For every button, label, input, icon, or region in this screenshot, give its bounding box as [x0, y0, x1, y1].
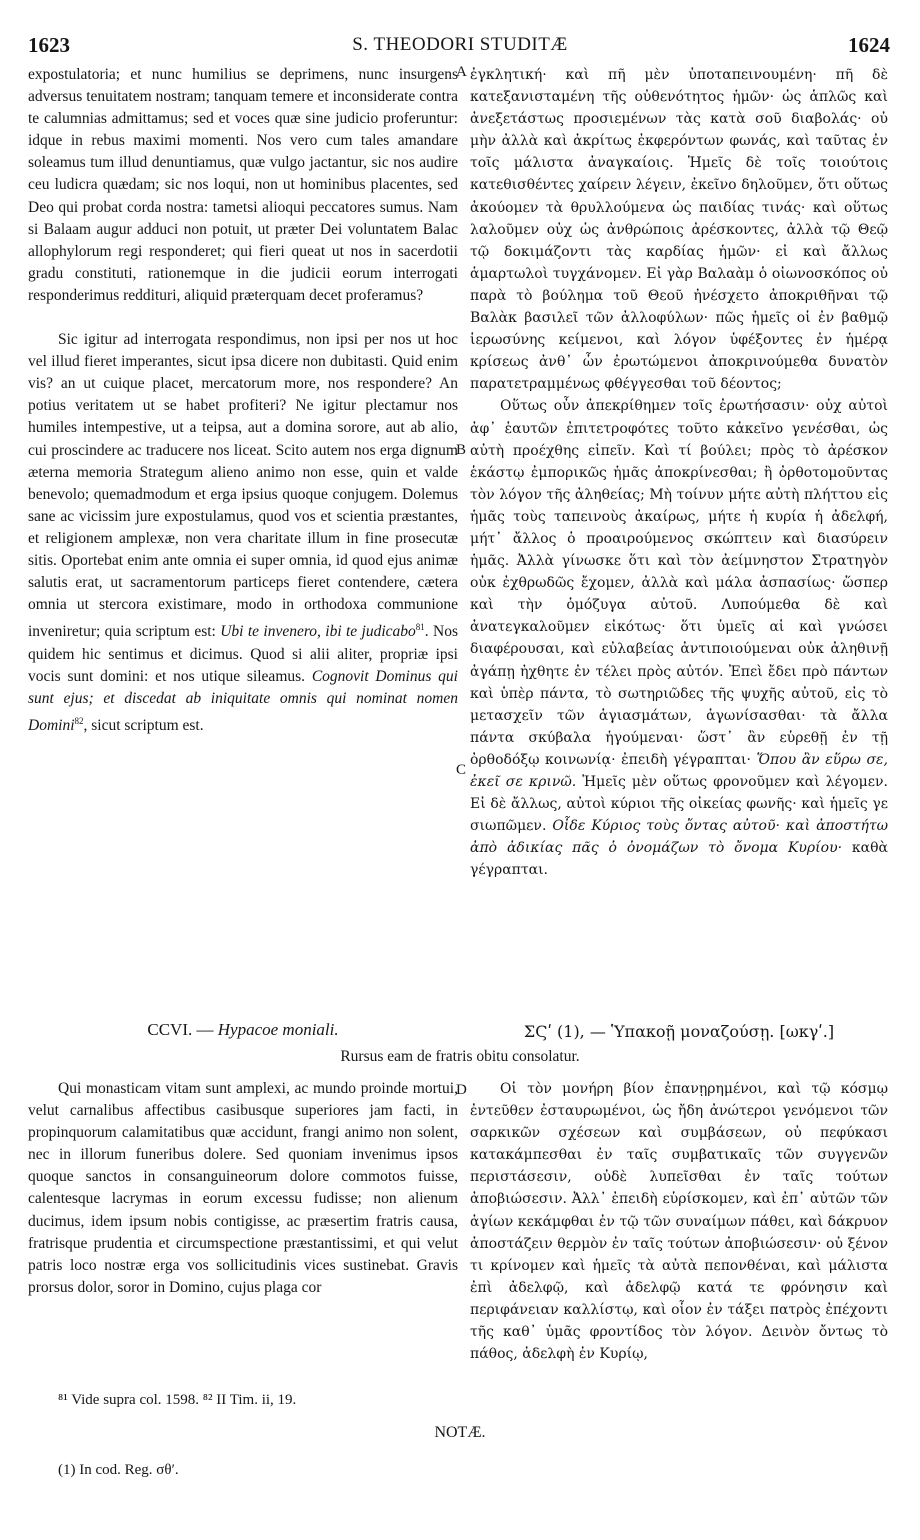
footnote-line: ⁸¹ Vide supra col. 1598. ⁸² II Tim. ii, 19.	[58, 1392, 297, 1408]
footnote-ref-82: 82	[74, 715, 84, 726]
footnote-ref-81: 81	[415, 622, 425, 633]
latin-paragraph-2: Sic igitur ad interrogata respondimus, non ipsi per nos ut hoc vel illud fieret imperantes, sicut ipsa dicere non dubitasti. Quid enim vis? an ut cuique placet, mercatorum more, nos respondere? An potius veritatem ut se habet profiteri? Ne igitur plectamur nos humiles intempestive, ut a teipsa, aut a domina sorore, aut ab alio, cui proscindere ac traducere nos liceat. Scito autem nos erga dignum æterna memoria Strategum alieno animo non esse, quin et valde benevolo; quemadmodum et erga ipsius quoque conjugem. Dolemus sane ac vicissim jure expostulamus, quod vos et scientia præstantes, et religionem amplexæ, non vera charitate illum in fine prosecutæ sitis. Oportebat enim ante omnia ei super omnia, id quod ejus animæ salutis erat, ut sacramentorum particeps fieret contendere, cætera omnia ut stercora existimare, modo in orthodoxa communione inveniretur; quia scriptum est: Ubi te invenero, ibi te judicabo$^{81}$. Nos quidem hic sentimus et dicimus. Quod si alii aliter, propriæ ipsi vocis sunt domini: et nos utique sileamus. Cognovit Dominus qui sunt ejus; et discedat ab iniquitate omnis qui nominat nomen Domini$^{82}$, sicut scriptum est.	[28, 331, 459, 734]
greek-letter-paragraph: Οἱ τὸν μονήρη βίον ἐπανῃρημένοι, καὶ τῷ κόσμῳ ἐντεῦθεν ἐσταυρωμένοι, ὡς ἤδη ἀνώτεροι γενόμενοι τῶν σαρκικῶν σχέσεων καὶ συμβάσεων, οὐ πεφύκασι κατακάμπεσθαι ἐν ταῖς συμβατικαῖς τῶν συγγενῶν περιστάσεσιν, οὐδὲ λυπεῖσθαι ἐν ταῖς τούτων ἀποβιώσεσιν. Ἀλλ᾽ ἐπειδὴ εὑρίσκομεν, καὶ ἐπ᾽ αὐτῶν τῶν ἁγίων κεκάμφθαι ἐν τῷ τῶν συναίμων πάθει, καὶ δάκρυον ἀποστάζειν θερμὸν ἐν ταῖς τούτων ἀποβιώσεσιν· οὐ ξένον τι κρίνομεν καὶ ἡμεῖς τὰ αὐτὰ πεπονθέναι, καὶ μάλιστα ἐπὶ ἀδελφῷ, καὶ ἀδελφῷ κατά τε φρόνησιν καὶ περιφάνειαν καλλίστῳ, καὶ οἷον ἐν τάξει πατρὸς ἐπέχοντι τῆς καθ᾽ ὑμᾶς φροντίδος τὸν λόγον. Δεινὸν ὄντως τὸ πάθος, ἀδελφὴ ἐν Κυρίῳ,	[470, 1081, 888, 1363]
greek-column-top	[470, 64, 888, 881]
greek-letter-title: ΣϚʹ (1), — Ὑπακοῇ μοναζούσῃ. [ωκγʹ.]	[523, 1022, 835, 1041]
letter-argument: Rursus eam de fratris obitu consolatur.	[340, 1048, 580, 1065]
margin-letter-a: A	[456, 64, 467, 80]
latin-column-bottom	[28, 1078, 458, 1299]
greek-quotation: Ὅπου ἂν εὕρω σε, ἐκεῖ σε κρινῶ.	[470, 751, 888, 790]
greek-paragraph-1: ἐγκλητική· καὶ πῆ μὲν ὑποταπεινουμένη· πῆ δὲ κατεξανισταμένη τῆς οὐθενότητος ἡμῶν· ὡς ἁπλῶς καὶ ἀνεξετάστως προσιεμένων τὰς κατὰ σοῦ διαβολάς· οὐ μὴν ἀλλὰ καὶ ἀκρίτως ἐκφερόντων φωνάς, καὶ ταῦτας ἐν τοῖς μάλιστα ἀναγκαίοις. Ἡμεῖς δὲ τοῖς τοιούτοις κατεθισθέντες χαίρειν λέγειν, ἐκεῖνο δηλοῦμεν, ὅτι οὕτως ἀκούομεν τὰ θρυλλούμενα ὡς παιδίας τινάς· καὶ οὕτως λαλοῦμεν οὐχ ὡς ἀνθρώποις ἀρέσκοντες, ἀλλὰ τῷ Θεῷ τῷ δοκιμάζοντι τὰς καρδίας ἡμῶν· εἰ καὶ ἄλλως ἁμαρτωλοὶ τυγχάνομεν. Εἰ γὰρ Βαλαὰμ ὁ οἰωνοσκόπος οὐ παρὰ τὸ βούλημα τοῦ Θεοῦ ἠνέσχετο ἀποκριθῆναι τῷ Βαλὰκ βασιλεῖ τῶν ἀλλοφύλων· πῶς ἡμεῖς οἱ ἐν βαθμῷ ἱερωσύνης κείμενοι, καὶ λόγον ὑφέξοντες ἐν ἡμέρᾳ κρίσεως ἀνθ᾽ ὧν ἐρωτώμενοι ἀποκρινούμεθα δυνατὸν παρατετραμμένως φθέγγεσθαι τοῦ δέοντος;	[470, 67, 888, 393]
margin-letter-c: C	[456, 762, 467, 778]
latin-paragraph-1: expostulatoria; et nunc humilius se deprimens, nunc insurgens adversus tenuitatem nostram; tanquam temere et inconsiderate contra te calumnias admittamus; sed et voces quæ sine judicio proferuntur: idque in rebus maximi momenti. Nos vero cum tales amandare soleamus tum illud denuntiamus, quæ vulgo jactantur, sic nos audire ceu ludicra quædam; sic nos loqui, non ut hominibus placentes, sed Deo qui probat corda nostra: tametsi alioqui peccatores sumus. Nam si Balaam augur adduci non potuit, ut præter Dei voluntatem Balac allophylorum regi responderet; qui fieri queat ut nos in sacerdotii gradu constituti, rationemque in die judicii eorum interrogati responderimus reddituri, aliquid præterquam decet proferamus?	[28, 66, 458, 304]
notae-heading: NOTÆ.	[434, 1424, 486, 1441]
latin-letter-title: CCVI. — Hypacoe moniali.	[147, 1020, 339, 1039]
column-number-left: 1623	[28, 33, 70, 57]
latin-column-top	[28, 64, 458, 737]
greek-column-bottom	[470, 1078, 888, 1365]
greek-quotation-2: Οἶδε Κύριος τοὺς ὄντας αὐτοῦ· καὶ ἀποστήτω ἀπὸ ἀδικίας πᾶς ὁ ὀνομάζων τὸ ὄνομα Κυρίου·	[470, 818, 889, 857]
column-number-right: 1624	[848, 33, 890, 57]
margin-letter-d: D	[456, 1082, 467, 1098]
running-title: S. THEODORI STUDITÆ	[352, 34, 568, 55]
note-1: (1) In cod. Reg. σθʹ.	[58, 1462, 179, 1478]
latin-letter-paragraph: Qui monasticam vitam sunt amplexi, ac mundo proinde mortui, velut carnalibus affectibus casibusque superiores jam facti, in propinquorum calamitatibus quæ accidunt, frangi animo non solent, nec in illorum funeribus dolere. Sed quoniam invenimus ipsos quoque sanctos in consanguineorum dolore commotos fuisse, calentesque lacrymas in eorum excessu fudisse; non alienum ducimus, idem ipsum nobis contigisse, ac præsertim fratris causa, fratrisque prudentia et circumspectione præstantissimi, et qui velut patris loco nostræ erga vos sollicitudinis vices sustinebat. Gravis prorsus dolor, soror in Domino, cujus plaga cor	[28, 1080, 458, 1296]
greek-paragraph-2: Οὕτως οὖν ἀπεκρίθημεν τοῖς ἐρωτήσασιν· οὐχ αὐτοὶ ἀφ᾽ ἑαυτῶν ἐπιτετροφότες τοῦτο κἀκεῖνο γενέσθαι, ὡς αὐτὴ προέχθης εἰπεῖν. Καὶ τί βούλει; πρὸς τὸ ἀρέσκον ἑκάστῳ ἐμπορικῶς ἡμᾶς ἀποκρίνεσθαι; ἢ ὀρθοτομοῦντας τὸν λόγον τῆς ἀληθείας; Μὴ τοίνυν μήτε αὐτὴ πλήττου εἰς ἡμᾶς τοὺς ταπεινοὺς ἀκαίρως, μήτε ἡ κυρία ἡ ἀδελφή, μήτ᾽ ἄλλος ὁ προαιρούμενος σκώπτειν καὶ διασύρειν ἡμᾶς. Ἀλλὰ γίνωσκε ὅτι καὶ τὸν ἀείμνηστον Στρατηγὸν οὐκ ἐχθρωδῶς ἔχομεν, ἀλλὰ καὶ μάλα ἀσπασίως· ὥσπερ καὶ τὴν ὁμόζυγα αὐτοῦ. Λυπούμεθα δὲ καὶ ἀνατεγκαλοῦμεν εἰκότως· ὅτι ὑμεῖς αἱ καὶ γνώσει διαφέρουσαι, καὶ εὐλαβείας ἀντιποιούμεναι οὐκ ἀληθινῇ ἀγάπῃ ἠχθητε ἐν τέλει πρὸς αὐτόν. Ἐπεὶ ἔδει πρὸ πάντων καὶ ὑπὲρ πάντα, τὸ σωτηριῶδες τῆς ψυχῆς αὐτοῦ, εἰς τὸ μετασχεῖν τῶν ἁγιασμάτων, ἀγωνίσασθαι· τὰ ἄλλα πάντα σκύβαλα ἡγούμεναι· ὥστ᾽ ἂν εὑρεθῇ ἐν τῇ ὀρθοδόξῳ κοινωνίᾳ· ἐπειδὴ γέγραπται· Ὅπου ἂν εὕρω σε, ἐκεῖ σε κρινῶ. Ἡμεῖς μὲν οὕτως φρονοῦμεν καὶ λέγομεν. Εἰ δὲ ἄλλως, αὐτοὶ κύριοι τῆς οἰκείας φωνῆς· καὶ ἡμεῖς γε σιωπῶμεν. Οἶδε Κύριος τοὺς ὄντας αὐτοῦ· καὶ ἀποστήτω ἀπὸ ἀδικίας πᾶς ὁ ὀνομάζων τὸ ὄνομα Κυρίου· καθὰ γέγραπται.	[470, 398, 889, 879]
margin-letter-b: B	[456, 442, 467, 458]
latin-quotation: Ubi te invenero, ibi te judicabo	[220, 623, 416, 641]
latin-quotation-2: Cognovit Dominus qui sunt ejus; et discedat ab iniquitate omnis qui nominat nomen Domini	[28, 667, 458, 734]
